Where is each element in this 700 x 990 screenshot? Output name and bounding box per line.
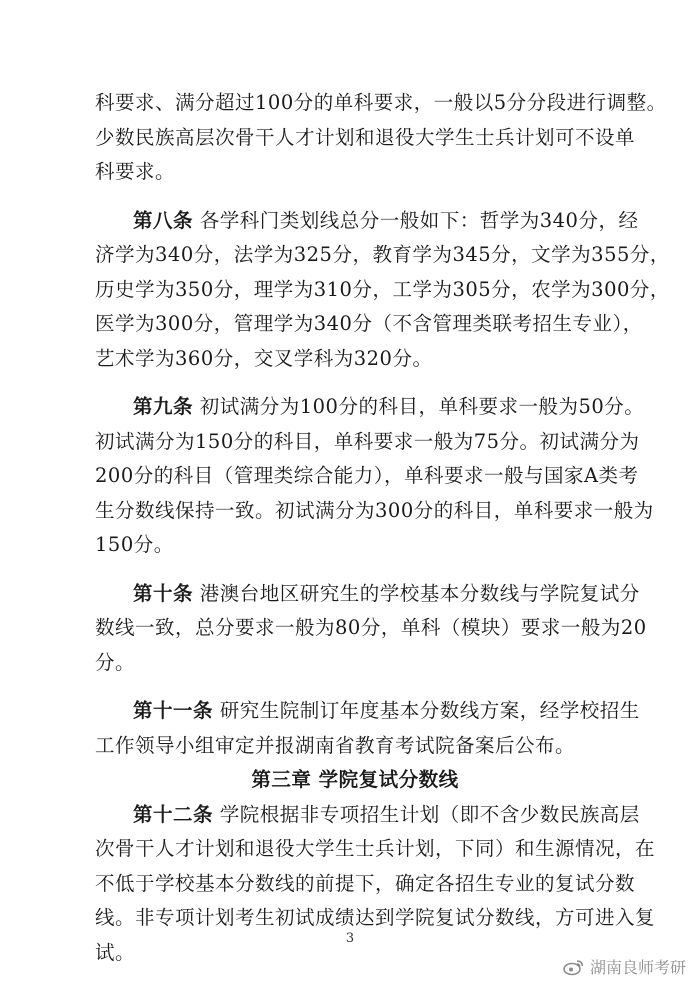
text-line: 工作领导小组审定并报湖南省教育考试院备案后公布。 <box>95 733 576 757</box>
article-10-first-line <box>95 577 640 612</box>
text-line: 各学科门类划线总分一般如下：哲学为340分，经 <box>199 208 639 232</box>
text-line: 科要求、满分超过100分的单科要求，一般以5分分段进行调整。 <box>95 91 667 114</box>
watermark <box>563 955 686 978</box>
text-line: 生分数线保持一致。初试满分为300分的科目，单科要求一般为 <box>95 498 654 522</box>
article-12-heading: 第十二条 <box>133 802 214 826</box>
text-line: 线。非专项计划考生初试成绩达到学院复试分数线，方可进入复 <box>95 906 656 929</box>
text-line: 初试满分为100分的科目，单科要求一般为50分。 <box>199 395 645 418</box>
weibo-icon <box>563 958 585 976</box>
text-line: 学院根据非专项招生计划（即不含少数民族高层 <box>219 802 640 826</box>
article-11-heading: 第十一条 <box>133 699 214 722</box>
article-11-first-line <box>95 694 640 729</box>
article-10-heading: 第十条 <box>133 581 194 605</box>
text-line: 200分的科目（管理类综合能力），单科要求一般与国家A类考 <box>95 464 639 487</box>
text-line: 艺术学为360分，交叉学科为320分。 <box>95 346 433 370</box>
text-line: 150分。 <box>95 533 174 556</box>
article-12-first-line <box>95 798 640 833</box>
text-line: 港澳台地区研究生的学校基本分数线与学院复试分 <box>199 581 640 605</box>
article-8-heading: 第八条 <box>133 208 194 232</box>
article-8-first-line <box>95 204 639 239</box>
page-number: 3 <box>345 931 355 946</box>
chapter-title: 第三章 学院复试分数线 <box>251 768 459 791</box>
text-line: 不低于学校基本分数线的前提下，确定各招生专业的复试分数 <box>95 871 636 895</box>
article-9-heading: 第九条 <box>133 395 194 418</box>
text-line: 初试满分为150分的科目，单科要求一般为75分。初试满分为 <box>95 429 640 453</box>
text-line: 分。 <box>95 650 136 674</box>
text-line: 次骨干人才计划和退役大学生士兵计划，下同）和生源情况，在 <box>95 837 656 860</box>
text-line: 研究生院制订年度基本分数线方案，经学校招生 <box>219 699 640 722</box>
text-line: 历史学为350分，理学为310分，工学为305分，农学为300分， <box>95 277 670 301</box>
text-line: 数线一致，总分要求一般为80分，单科（模块）要求一般为20 <box>95 616 647 639</box>
text-line: 科要求。 <box>95 160 176 183</box>
text-line: 医学为300分，管理学为340分（不含管理类联考招生专业）， <box>95 312 643 335</box>
watermark-text: 湖南良师考研 <box>589 958 686 977</box>
article-9-first-line <box>95 390 645 425</box>
text-line: 试。 <box>95 940 136 964</box>
text-line: 少数民族高层次骨干人才计划和退役大学生士兵计划可不设单 <box>95 125 636 149</box>
text-line: 济学为340分，法学为325分，教育学为345分，文学为355分， <box>95 243 670 266</box>
